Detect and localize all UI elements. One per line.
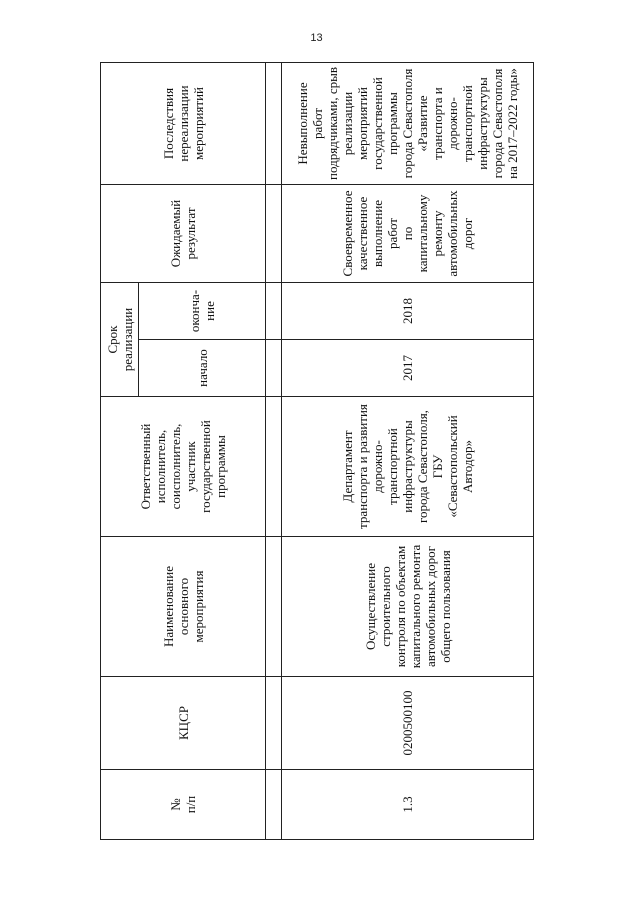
header-period: Срок реализации bbox=[101, 282, 139, 396]
cell-start: 2017 bbox=[282, 340, 534, 397]
cell-empty bbox=[266, 770, 282, 840]
cell-empty bbox=[266, 677, 282, 770]
page-number: 13 bbox=[310, 32, 323, 44]
cell-consequences: Невыполнение работ подрядчиками, срыв реализации мероприятий государственной программы города Севастополя «Развитие транспорта и дорожно- транспортной инфраструктуры города Севастополя на 2017–2022 годы» bbox=[282, 62, 534, 184]
table-row bbox=[282, 62, 534, 839]
header-consequences: Последствия нереализации мероприятий bbox=[101, 62, 266, 184]
cell-responsible: Департамент транспорта и развития дорожно- транспортной инфраструктуры города Севастополя, ГБУ «Севастопольский Автодор» bbox=[282, 397, 534, 537]
header-kcsr: КЦСР bbox=[101, 677, 266, 770]
program-table-container bbox=[100, 63, 533, 840]
cell-empty bbox=[266, 184, 282, 282]
cell-result: Своевременное качественное выполнение работ по капитальному ремонту автомобильных дорог bbox=[282, 184, 534, 282]
cell-end: 2018 bbox=[282, 282, 534, 339]
cell-empty bbox=[266, 537, 282, 677]
cell-empty bbox=[266, 282, 282, 339]
header-name: Наименование основного мероприятия bbox=[101, 537, 266, 677]
cell-kcsr: 0200500100 bbox=[282, 677, 534, 770]
cell-name: Осуществление строительного контроля по объектам капитального ремонта автомобильных дорог общего пользования bbox=[282, 537, 534, 677]
cell-empty bbox=[266, 397, 282, 537]
header-num: № п/п bbox=[101, 770, 266, 840]
header-result: Ожидаемый результат bbox=[101, 184, 266, 282]
program-activities-table bbox=[100, 62, 534, 840]
cell-empty bbox=[266, 340, 282, 397]
header-responsible: Ответственный исполнитель, соисполнитель, участник государственной программы bbox=[101, 397, 266, 537]
cell-empty bbox=[266, 62, 282, 184]
cell-num: 1.3 bbox=[282, 770, 534, 840]
header-end: оконча- ние bbox=[139, 282, 266, 339]
table-row-empty bbox=[266, 62, 282, 839]
rotated-table bbox=[100, 63, 533, 840]
header-start: начало bbox=[139, 340, 266, 397]
